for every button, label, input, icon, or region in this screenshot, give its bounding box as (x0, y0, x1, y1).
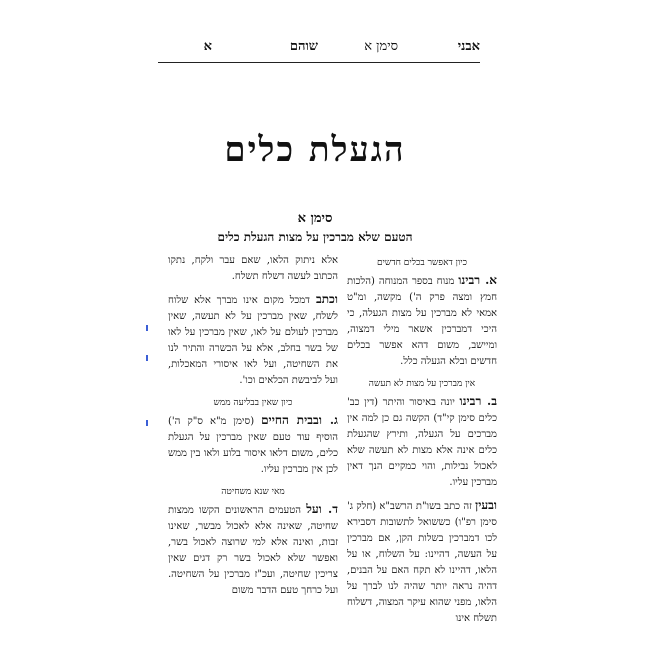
paragraph (168, 253, 338, 285)
paragraph-lead: א. רבינו (458, 273, 497, 287)
paragraph-text: הטעמים הראשונים הקשו ממצות שחיטה, שאינה אלא לאכול מבשר, שאינו זבות, ואינה אלא למי שרוצה לאכול בשר, ואפשר שלא לאכול בשר רק דגים שאין צריכין שחיטה, ועכ"ז מברכין על השחיטה. ועל כרחך טעם הדבר משום (168, 505, 338, 596)
paragraph-text: יונה באיסור והיתר (דין כב' כלים סימן קי"ד) הקשה גם כן למה אין מברכים על הגעלה, ותירץ שהגעלת כלים אינה אלא מצות לא תעשה שלא לאכול נבילות, והוי כמקיים הנך דאין מברכין עליו. (347, 397, 497, 488)
paragraph (168, 501, 338, 599)
section-heading: כיון שאין בבליעה ממש (213, 398, 293, 408)
section-heading: מאי שנא משחיטה (221, 487, 285, 497)
paragraph (168, 412, 338, 478)
header-shoham: שוהם (289, 39, 318, 54)
paragraph-text: אלא ניתוק הלאו, שאם עבר ולקח, נתקו הכתוב לעשה דשלח תשלח. (168, 255, 338, 282)
header-rule (158, 62, 480, 63)
header-page-letter: א (203, 39, 212, 54)
paragraph (347, 497, 497, 627)
siman-label: סימן א (297, 211, 333, 226)
paragraph-lead: ג. ובבית החיים (261, 413, 338, 427)
paragraph-lead: וכתב (315, 292, 338, 306)
paragraph-lead: ד. ועל (306, 502, 338, 516)
paragraph (347, 272, 497, 370)
paragraph-text: מנוח בספר המנוחה (הלכות חמץ ומצה פרק ה') מקשה, ומ"ט אמאי לא מברכין על מצות הגעלה, כי היכי דמברכין אשאר מילי דמצוה, ומיישב, משום דהא אפשר בכלים חדשים ובלא הגעלה כלל. (347, 276, 497, 367)
header-siman: סימן א (364, 39, 398, 54)
paragraph-lead: ב. רבינו (459, 394, 497, 408)
section-subtitle: הטעם שלא מברכין על מצות הגעלת כלים (217, 230, 413, 244)
header-book-name: אבני (457, 39, 480, 54)
margin-mark (146, 355, 148, 361)
section-heading: כיון דאפשר בכלים חדשים (376, 258, 468, 268)
left-column (168, 253, 338, 648)
margin-mark (146, 420, 148, 426)
right-column (347, 253, 497, 648)
paragraph-text: דמכל מקום אינו מברך אלא שלוח לשלח, שאין מברכין על לא תעשה, שאין מברכין לעולם על לאו, שאין מברכין על לאו של בשר בחלב, אלא על הכשרה והתיר לנו את השחיטה, ועל לאו איסורי המאכלות, ועל לביבשת הכלאים וכו'. (168, 295, 338, 386)
running-header (150, 38, 480, 60)
margin-mark (146, 325, 148, 331)
paragraph (168, 291, 338, 389)
chapter-title: הגעלת כלים (224, 130, 406, 170)
paragraph-text: זה כתב בשו"ת הרשב"א (חלק ג' סימן רפ"ו) כששואל לתשובות דסבירא לכו דמברכין בשלות הקן, אם מברכין על העשה, דהיינו: על השלוח, או על הלאו, דהיינו לא תקח האם על הבנים, דהיה נראה יותר שהיה לנו לברך על הלאו, מפני שהוא עיקר המצוה, דשלוח תשלח אינו (347, 501, 497, 624)
paragraph-lead: ובעין (475, 498, 497, 512)
paragraph (347, 393, 497, 491)
paragraph-text: (סימן מ"א ס"ק ה') הוסיף עוד טעם שאין מברכין על הגעלת כלים, משום דלאו איסור בלוע ולאו בין ממש לכן אין מברכין עליו. (168, 416, 338, 475)
section-heading: אין מברכין על מצות לא תעשה (368, 379, 476, 389)
